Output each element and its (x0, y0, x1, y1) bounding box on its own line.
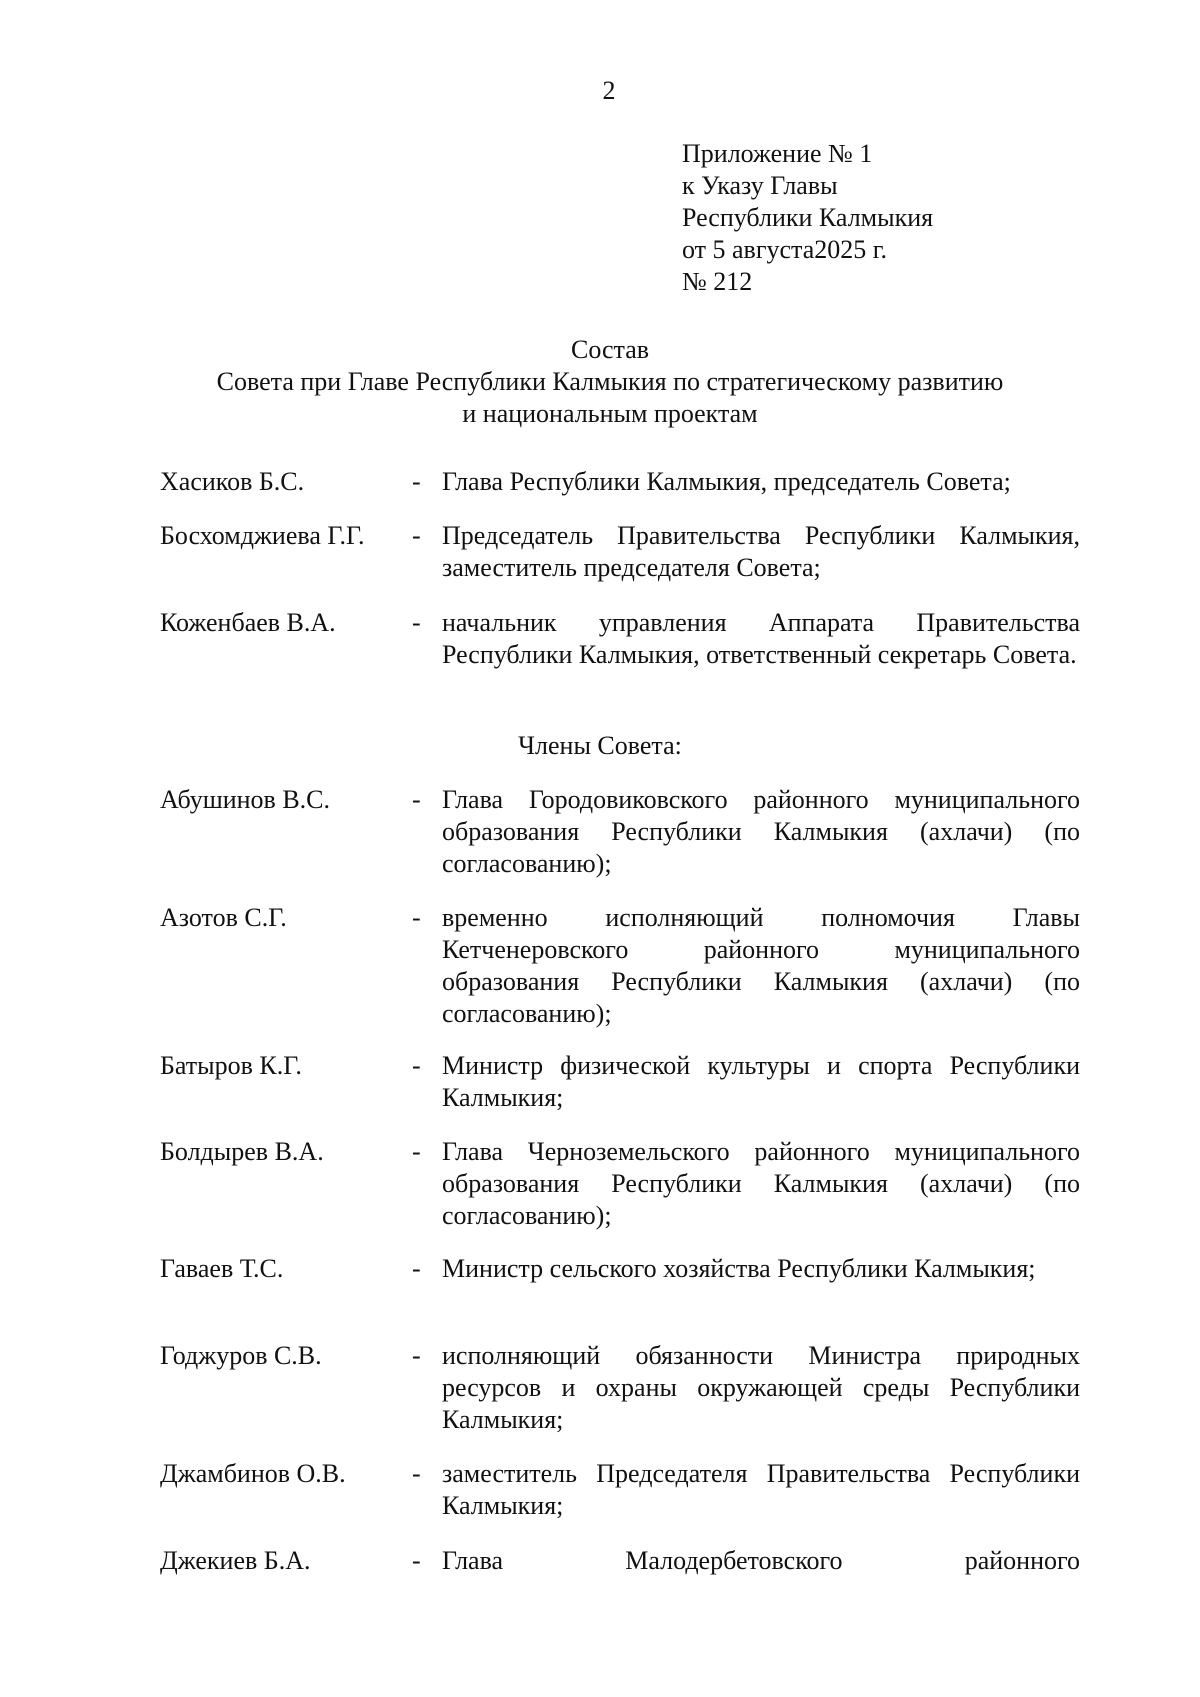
member-name: Босхомджиева Г.Г. (160, 521, 365, 550)
members-list (160, 1545, 1080, 1577)
member-role: временно исполняющий полномочия Главы Кетченеровского районного муниципального образования Республики Калмыкия (ахлачи) (по согласованию); (442, 903, 1080, 1028)
member-dash: - (412, 785, 421, 814)
member-role: начальник управления Аппарата Правительства Республики Калмыкия, ответственный секретарь Совета. (442, 608, 1080, 669)
member-name: Джамбинов О.В. (160, 1459, 346, 1488)
appendix-line: от 5 августа2025 г. (682, 235, 887, 264)
member-role: Глава Черноземельского районного муниципального образования Республики Калмыкия (ахлачи) (по согласованию); (442, 1137, 1080, 1230)
members-heading: Члены Совета: (518, 731, 682, 760)
members-list (160, 1458, 1080, 1522)
leadership-list (160, 607, 1080, 671)
members-list (160, 1340, 1080, 1436)
list-item (160, 1458, 1080, 1522)
member-role: заместитель Председателя Правительства Республики Калмыкия; (442, 1459, 1080, 1520)
member-role: Глава Республики Калмыкия, председатель Совета; (442, 467, 1011, 496)
member-name: Гаваев Т.С. (160, 1254, 284, 1283)
list-item (160, 1050, 1080, 1114)
list-item (160, 466, 1080, 498)
member-name: Коженбаев В.А. (160, 608, 336, 637)
member-role: Министр физической культуры и спорта Республики Калмыкия; (442, 1051, 1080, 1112)
member-dash: - (412, 903, 421, 932)
member-dash: - (412, 1051, 421, 1080)
member-dash: - (412, 1341, 421, 1370)
members-list (160, 1136, 1080, 1232)
members-list (160, 1253, 1080, 1285)
list-item (160, 1340, 1080, 1436)
list-item (160, 1136, 1080, 1232)
member-role: Председатель Правительства Республики Калмыкия, заместитель председателя Совета; (442, 521, 1080, 582)
heading-line: и национальным проектам (462, 399, 758, 428)
member-dash: - (412, 608, 421, 637)
list-item (160, 520, 1080, 584)
members-list (160, 784, 1080, 880)
member-dash: - (412, 1137, 421, 1166)
member-dash: - (412, 521, 421, 550)
appendix-block (682, 138, 933, 298)
member-name: Джекиев Б.А. (160, 1546, 311, 1575)
list-item (160, 1253, 1080, 1285)
page-number: 2 (602, 76, 616, 105)
member-dash: - (412, 1546, 421, 1575)
list-item (160, 784, 1080, 880)
member-dash: - (412, 1254, 421, 1283)
heading-line: Совета при Главе Республики Калмыкия по стратегическому развитию (216, 367, 1004, 396)
list-item (160, 607, 1080, 671)
document-heading (160, 334, 1060, 430)
heading-title: Состав (570, 335, 650, 364)
member-name: Годжуров С.В. (160, 1341, 322, 1370)
list-item (160, 902, 1080, 1030)
appendix-line: Приложение № 1 (682, 139, 873, 168)
member-name: Болдырев В.А. (160, 1137, 324, 1166)
member-role: Министр сельского хозяйства Республики Калмыкия; (442, 1254, 1036, 1283)
member-role: исполняющий обязанности Министра природных ресурсов и охраны окружающей среды Республики Калмыкия; (442, 1341, 1080, 1434)
member-dash: - (412, 1459, 421, 1488)
member-name: Хасиков Б.С. (160, 467, 305, 496)
members-list (160, 902, 1080, 1030)
member-name: Батыров К.Г. (160, 1051, 302, 1080)
member-dash: - (412, 467, 421, 496)
member-role: Глава Городовиковского районного муниципального образования Республики Калмыкия (ахлачи) (по согласованию); (442, 785, 1080, 878)
member-role: Глава Малодербетовского районного (442, 1546, 1080, 1575)
leadership-list (160, 466, 1080, 498)
members-list (160, 1050, 1080, 1114)
member-name: Азотов С.Г. (160, 903, 287, 932)
appendix-line: Республики Калмыкия (682, 203, 934, 232)
appendix-line: № 212 (682, 267, 753, 296)
member-name: Абушинов В.С. (160, 785, 331, 814)
appendix-line: к Указу Главы (682, 171, 838, 200)
leadership-list (160, 520, 1080, 584)
list-item (160, 1545, 1080, 1577)
